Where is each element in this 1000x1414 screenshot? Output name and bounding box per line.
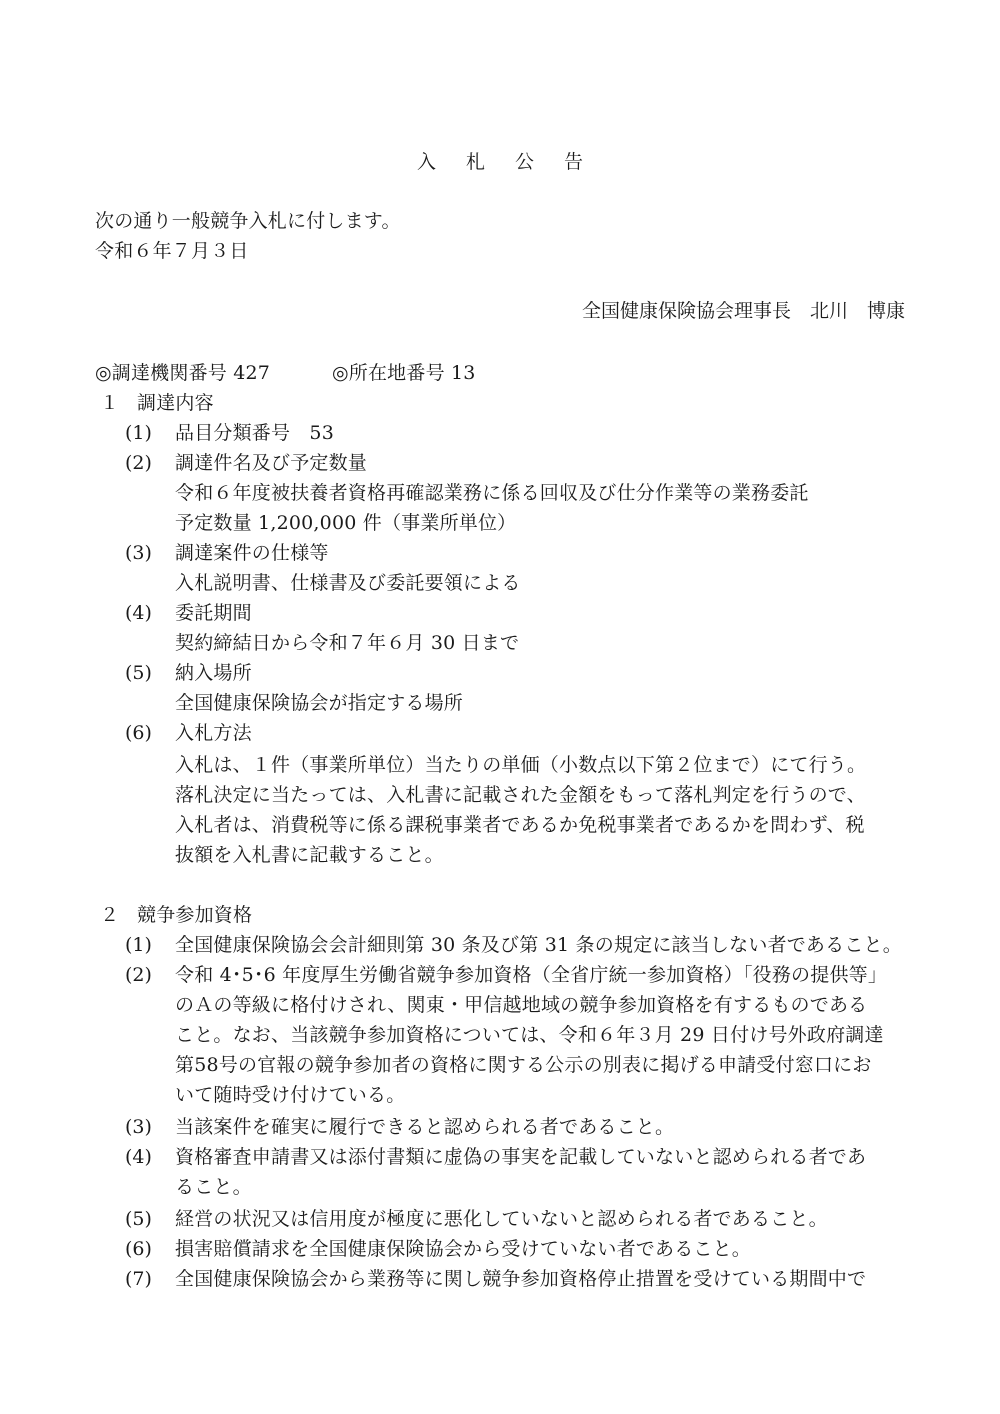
item-label: 調達案件の仕様等: [175, 542, 329, 564]
item-text: のＡの等級に格付けされ、関東・甲信越地域の競争参加資格を有するものである: [175, 994, 868, 1016]
item-text: ること。: [175, 1176, 252, 1198]
item-label: 調達件名及び予定数量: [175, 452, 368, 474]
org-code: ◎調達機関番号 427: [95, 362, 271, 384]
issuer-name: 全国健康保険協会理事長 北川 博康: [581, 300, 905, 322]
item-number: (5): [125, 662, 152, 684]
section-1-heading: 調達内容: [137, 392, 214, 414]
item-text: 当該案件を確実に履行できると認められる者であること。: [175, 1116, 675, 1138]
item-number: (2): [125, 964, 152, 986]
item-text: 抜額を入札書に記載すること。: [175, 844, 444, 866]
item-number: (4): [125, 602, 152, 624]
item-text: 令和６年度被扶養者資格再確認業務に係る回収及び仕分作業等の業務委託: [175, 482, 809, 504]
item-text: 令和 4･5･6 年度厚生労働省競争参加資格（全省庁統一参加資格）「役務の提供等」: [175, 964, 888, 986]
item-number: (1): [125, 422, 152, 444]
item-number: (1): [125, 934, 152, 956]
item-text: 損害賠償請求を全国健康保険協会から受けていない者であること。: [175, 1238, 752, 1260]
section-2-heading: 競争参加資格: [137, 904, 253, 926]
item-number: (2): [125, 452, 152, 474]
section-1-number: １: [100, 392, 120, 414]
item-label: 納入場所: [175, 662, 252, 684]
item-text: 全国健康保険協会から業務等に関し競争参加資格停止措置を受けている期間中で: [175, 1268, 867, 1290]
item-text: 契約締結日から令和７年６月 30 日まで: [175, 632, 520, 654]
item-number: (4): [125, 1146, 152, 1168]
item-text: 資格審査申請書又は添付書類に虚偽の事実を記載していないと認められる者であ: [175, 1146, 867, 1168]
item-text: 全国健康保険協会が指定する場所: [175, 692, 464, 714]
item-text: いて随時受け付けている。: [175, 1084, 406, 1106]
item-label: 品目分類番号 53: [175, 422, 334, 444]
section-2-number: ２: [100, 904, 120, 926]
item-text: 全国健康保険協会会計細則第 30 条及び第 31 条の規定に該当しない者であること。: [175, 934, 902, 956]
item-number: (3): [125, 542, 152, 564]
location-code: ◎所在地番号 13: [332, 362, 476, 384]
item-text: 入札説明書、仕様書及び委託要領による: [175, 572, 521, 594]
intro-text: 次の通り一般競争入札に付します。: [95, 210, 401, 232]
item-label: 委託期間: [175, 602, 252, 624]
item-number: (3): [125, 1116, 152, 1138]
announcement-date: 令和６年７月３日: [95, 240, 249, 262]
document-title: 入札公告: [416, 151, 613, 173]
item-text: 落札決定に当たっては、入札書に記載された金額をもって落札判定を行うので、: [175, 784, 866, 806]
item-label: 入札方法: [175, 722, 252, 744]
item-number: (6): [125, 1238, 152, 1260]
item-number: (7): [125, 1268, 152, 1290]
item-text: 予定数量 1,200,000 件（事業所単位）: [175, 512, 517, 534]
item-text: 第58号の官報の競争参加者の資格に関する公示の別表に掲げる申請受付窓口にお: [175, 1054, 872, 1076]
item-text: 経営の状況又は信用度が極度に悪化していないと認められる者であること。: [175, 1208, 828, 1230]
item-text: こと。なお、当該競争参加資格については、令和６年３月 29 日付け号外政府調達: [175, 1024, 884, 1046]
item-number: (5): [125, 1208, 152, 1230]
item-text: 入札者は、消費税等に係る課税事業者であるか免税事業者であるかを問わず、税: [175, 814, 865, 836]
item-number: (6): [125, 722, 152, 744]
item-text: 入札は、１件（事業所単位）当たりの単価（小数点以下第２位まで）にて行う。: [175, 754, 867, 776]
